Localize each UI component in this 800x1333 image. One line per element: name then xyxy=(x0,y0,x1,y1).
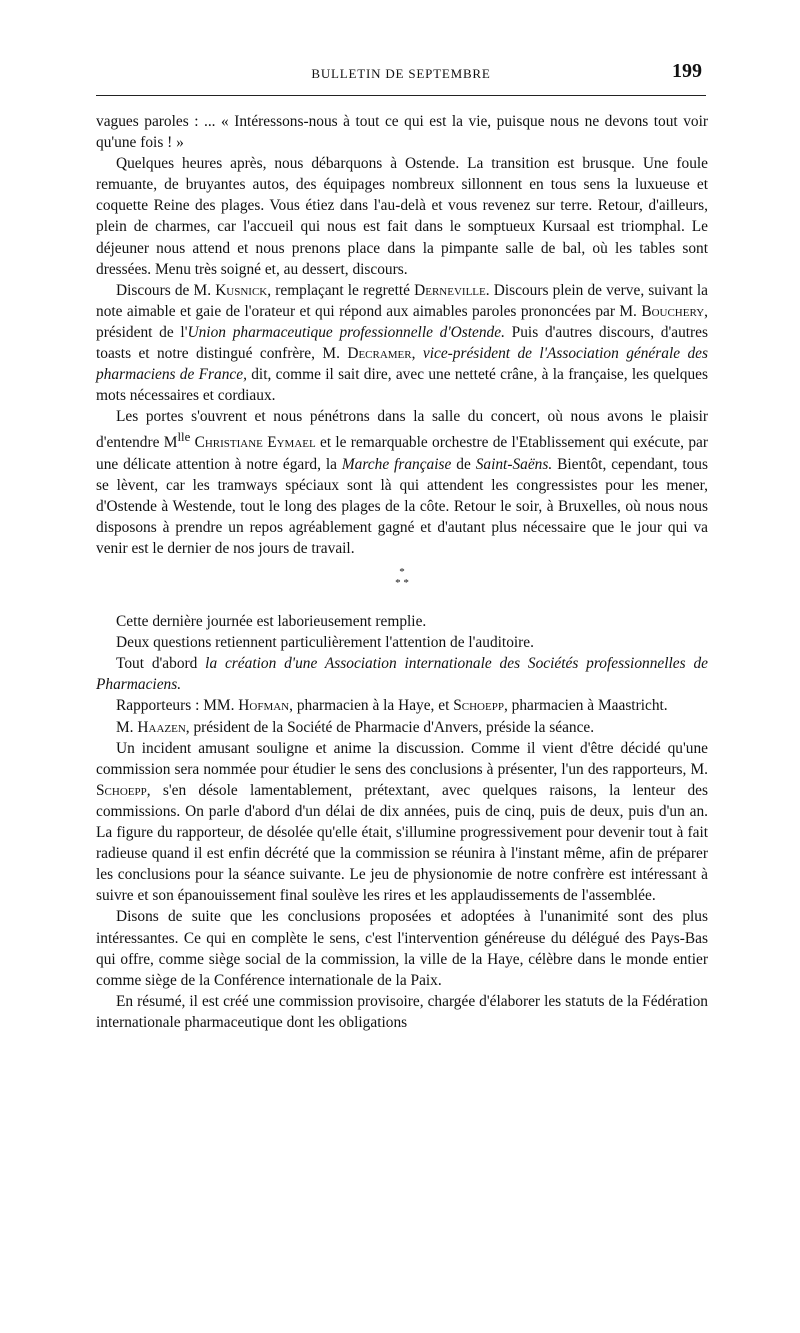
text-run: Bientôt, cependant, tous se lèvent, car les tramways spéciaux sont là qui attendent les congressistes pour les mener, d'Ostende à Westende, tout le long des plages de la côte. Retour le soir, à Bruxelles, où nous nous disposons à prendre un repos agréablement gagné et d'autant plus nécessaire que le jour qui va venir est le dernier de nos jours de travail. xyxy=(96,455,708,557)
header-rule xyxy=(96,95,706,96)
person-name: Schoepp xyxy=(96,781,147,799)
italic-text: la création d'une Association internationale des Sociétés professionnelles de Pharmaciens. xyxy=(96,655,708,694)
text-run: M. xyxy=(116,718,138,736)
person-name: Christiane Eymael xyxy=(194,434,316,452)
text-run: Puis d'autres discours, d'autres toasts et notre distingué confrère, M. xyxy=(96,323,708,363)
paragraph xyxy=(96,653,708,695)
paragraph xyxy=(96,111,708,153)
text-run: Quelques heures après, nous débarquons à Ostende. La transition est brusque. Une foule remuante, de bruyantes autos, des équipages nombreux sillonnent en tous sens la luxueuse et coquette Reine des plages. Vous étiez dans l'au-delà et vous revenez sur terre. Retour, d'ailleurs, plein de charmes, car l'accueil qui nous est fait dans le somptueux Kursaal est triomphal. Le déjeuner nous attend et nous prenons place dans la pimpante salle de bal, où les tables sont dressées. Menu très soigné et, au dessert, discours. xyxy=(96,155,708,278)
text-run: et le remarquable orchestre de l'Etablissement qui exécute, par une délicate attention à notre égard, la xyxy=(96,434,708,473)
paragraph xyxy=(96,632,708,653)
asterism-divider xyxy=(96,559,708,611)
page-number: 199 xyxy=(672,60,702,82)
text-run: dit, comme il sait dire, avec une netteté crâne, à la française, les quelques mots nécessaires et cordiaux. xyxy=(96,366,708,405)
paragraph xyxy=(96,153,708,280)
text-run: Disons de suite que les conclusions proposées et adoptées à l'unanimité sont des plus intéressantes. Ce qui en complète le sens, c'est l'intervention généreuse du délégué des Pays-Bas qui offre, comme siège social de la commission, la ville de la Haye, célèbre dans le monde entier comme siège de la Conférence internationale de la Paix. xyxy=(96,908,708,989)
asterism-bottom: * * xyxy=(395,577,409,590)
italic-text: Marche française xyxy=(341,455,452,473)
paragraph xyxy=(96,906,708,990)
text-run: Tout d'abord xyxy=(116,655,206,673)
text-run: Un incident amusant souligne et anime la discussion. Comme il vient d'être décidé qu'une commission sera nommée pour étudier le sens des conclusions à présenter, l'un des rapporteurs, M. xyxy=(96,739,708,778)
superscript: lle xyxy=(177,430,191,445)
person-name: Decramer xyxy=(347,345,412,363)
paragraph xyxy=(96,717,708,738)
person-name: Bouchery xyxy=(641,302,705,320)
italic-text: Union pharmaceutique professionnelle d'Ostende. xyxy=(187,323,505,341)
text-run: Discours de M. xyxy=(116,281,216,299)
text-run: Les portes s'ouvrent et nous pénétrons dans la salle du concert, où nous avons le plaisir d'entendre M xyxy=(96,408,708,452)
text-run: . Discours plein de verve, suivant la note aimable et gaie de l'orateur et qui répond aux aimables paroles prononcées par M. xyxy=(96,281,708,320)
asterism-top: * xyxy=(399,566,405,579)
body-text xyxy=(96,111,708,1033)
paragraph xyxy=(96,611,708,632)
text-run: Deux questions retiennent particulièrement l'attention de l'auditoire. xyxy=(116,634,534,652)
italic-text: Saint-Saëns. xyxy=(475,455,553,473)
paragraph xyxy=(96,280,708,407)
text-run: , pharmacien à Maastricht. xyxy=(503,697,668,715)
text-run: , président de l' xyxy=(96,302,708,341)
text-run: , remplaçant le regretté xyxy=(267,281,415,299)
person-name: Kusnick xyxy=(215,281,268,299)
text-run: En résumé, il est créé une commission provisoire, chargée d'élaborer les statuts de la Fédération internationale pharmaceutique dont les obligations xyxy=(96,992,708,1031)
running-header xyxy=(96,60,706,90)
paragraph xyxy=(96,991,708,1033)
text-run: vagues paroles : ... « Intéressons-nous à tout ce qui est la vie, puisque nous ne devons tout voir qu'une fois ! » xyxy=(96,113,708,152)
person-name: Derneville xyxy=(414,281,486,299)
text-run: Rapporteurs : MM. xyxy=(116,697,239,715)
paragraph xyxy=(96,406,708,559)
text-run: de xyxy=(451,455,476,473)
italic-text: vice-président de l'Association générale des pharmaciens de France, xyxy=(96,345,708,384)
paragraph xyxy=(96,738,708,907)
paragraph xyxy=(96,695,708,716)
person-name: Haazen xyxy=(137,718,186,736)
person-name: Hofman xyxy=(238,697,290,715)
text-run: , président de la Société de Pharmacie d'Anvers, préside la séance. xyxy=(185,718,595,736)
text-run: , s'en désole lamentablement, prétextant, avec quelques raisons, la lenteur des commissions. On parle d'abord d'un délai de dix années, puis de cinq, puis de deux, puis d'un an. La figure du rapporteur, de désolée qu'elle était, s'illumine progressivement pour devenir tout à fait radieuse quand il est enfin décrété que la commission se réunira à l'instant même, afin de préparer les conclusions pour la séance suivante. Le jeu de physionomie de notre confrère est intéressant à suivre et son épanouissement final soulève les rires et les applaudissements de l'assemblée. xyxy=(96,781,708,905)
text-run: , xyxy=(411,345,423,363)
running-title: BULLETIN DE SEPTEMBRE xyxy=(311,66,491,81)
person-name: Schoepp xyxy=(453,697,504,715)
text-run: , pharmacien à la Haye, et xyxy=(289,697,454,715)
text-run: Cette dernière journée est laborieusement remplie. xyxy=(116,613,427,631)
